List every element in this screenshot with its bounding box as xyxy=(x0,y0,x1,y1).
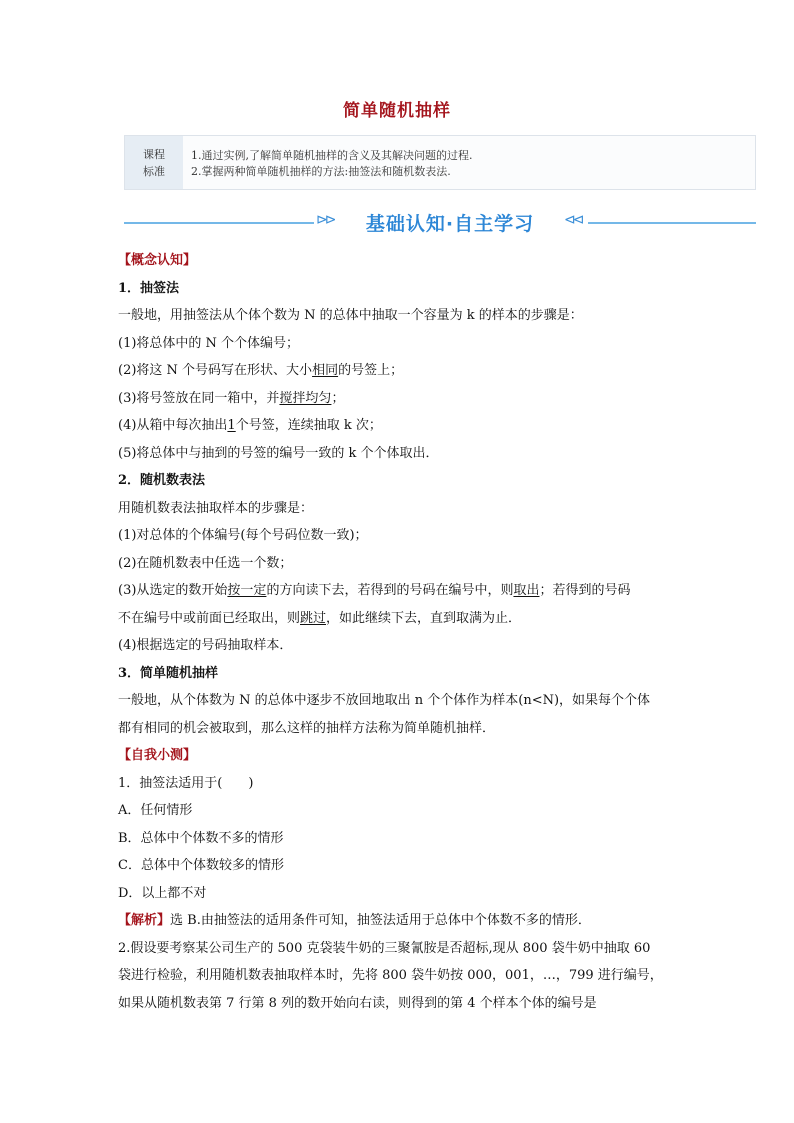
section-3-title: 3．简单随机抽样 xyxy=(118,665,219,681)
analysis xyxy=(118,907,678,935)
question-1: 1．抽签法适用于( ) xyxy=(118,775,254,791)
course-standard-box xyxy=(124,135,756,190)
section-1-step-4 xyxy=(118,412,678,440)
double-chevron-left-icon: ⊲⊲ xyxy=(564,212,582,228)
text-part: (2)将这 N 个号码写在形状、大小 xyxy=(118,363,313,378)
label-line-1: 课程 xyxy=(143,148,165,161)
question-2-line-3: 如果从随机数表第 7 行第 8 列的数开始向右读，则得到的第 4 个样本个体的编号是 xyxy=(118,995,597,1011)
underlined-answer: 跳过 xyxy=(300,610,327,626)
text-part: 不在编号中或前面已经取出，则 xyxy=(118,610,301,626)
label-line-2: 标准 xyxy=(143,165,165,178)
section-1-step-1: (1)将总体中的 N 个个体编号； xyxy=(118,335,300,351)
section-1-step-2 xyxy=(118,357,678,385)
text-part: ； xyxy=(331,390,345,406)
underlined-answer: 1 xyxy=(227,418,236,433)
section-2-step-2: (2)在随机数表中任选一个数； xyxy=(118,555,293,571)
banner-title: 基础认知·自主学习 xyxy=(365,213,535,235)
text-part: ；若得到的号码 xyxy=(539,583,631,598)
text-part: ，如此继续下去，直到取满为止． xyxy=(326,610,522,626)
section-1-step-3 xyxy=(118,385,678,413)
text-part: (4)从箱中每次抽出 xyxy=(118,418,228,433)
course-standard-items xyxy=(191,148,473,180)
concept-heading: 【概念认知】 xyxy=(118,253,197,268)
text-part: (3)将号签放在同一箱中，并 xyxy=(118,390,280,406)
underlined-answer: 取出 xyxy=(513,583,540,598)
section-2-step-4: (4)根据选定的号码抽取样本． xyxy=(118,638,293,653)
section-banner xyxy=(124,208,756,238)
underlined-answer: 按一定 xyxy=(227,583,267,598)
section-1-intro: 一般地，用抽签法从个体个数为 N 的总体中抽取一个容量为 k 的样本的步骤是： xyxy=(118,308,583,323)
analysis-text: 选 B.由抽签法的适用条件可知，抽签法适用于总体中个体数不多的情形． xyxy=(170,913,591,928)
section-2-title: 2．随机数表法 xyxy=(118,473,206,488)
text-part: 个号签，连续抽取 k 次； xyxy=(235,418,382,433)
option-b: B．总体中个体数不多的情形 xyxy=(118,830,284,846)
option-a: A．任何情形 xyxy=(118,803,193,818)
text-part: 的方向读下去，若得到的号码在编号中，则 xyxy=(266,583,514,598)
banner-line-right xyxy=(588,222,756,224)
standard-item-1: 1.通过实例,了解简单随机抽样的含义及其解决问题的过程. xyxy=(191,149,473,162)
section-2-intro: 用随机数表法抽取样本的步骤是： xyxy=(118,500,314,516)
section-3-text-1: 一般地，从个体数为 N 的总体中逐步不放回地取出 n 个个体作为样本(n<N)，如果每个个体 xyxy=(118,693,651,708)
section-2-step-1: (1)对总体的个体编号(每个号码位数一致)； xyxy=(118,528,368,543)
main-content xyxy=(118,247,678,1017)
section-1-step-5: (5)将总体中与抽到的号签的编号一致的 k 个个体取出． xyxy=(118,445,439,461)
underlined-answer: 相同 xyxy=(312,363,339,378)
standard-item-2: 2.掌握两种简单随机抽样的方法:抽签法和随机数表法. xyxy=(191,165,451,178)
double-chevron-right-icon: ⊳⊳ xyxy=(316,212,334,228)
section-1-title: 1．抽签法 xyxy=(118,280,180,296)
text-part: 的号签上； xyxy=(338,363,404,378)
section-2-step-3-cont xyxy=(118,605,678,633)
selftest-heading: 【自我小测】 xyxy=(118,748,197,763)
question-2-line-1: 2.假设要考察某公司生产的 500 克袋装牛奶的三聚氰胺是否超标,现从 800 袋牛奶中抽取 60 xyxy=(118,940,651,956)
section-3-text-2: 都有相同的机会被取到，那么这样的抽样方法称为简单随机抽样． xyxy=(118,720,496,736)
analysis-label: 【解析】 xyxy=(118,913,171,928)
page-title: 简单随机抽样 xyxy=(343,101,451,121)
question-2-line-2: 袋进行检验，利用随机数表抽取样本时，先将 800 袋牛奶按 000，001，…，799 进行编号， xyxy=(118,968,663,983)
option-c: C．总体中个体数较多的情形 xyxy=(118,858,284,873)
underlined-answer: 搅拌均匀 xyxy=(279,390,332,406)
section-2-step-3 xyxy=(118,577,678,605)
text-part: (3)从选定的数开始 xyxy=(118,583,228,598)
banner-line-left xyxy=(124,222,314,224)
option-d: D．以上都不对 xyxy=(118,885,207,901)
course-standard-label xyxy=(125,136,183,189)
